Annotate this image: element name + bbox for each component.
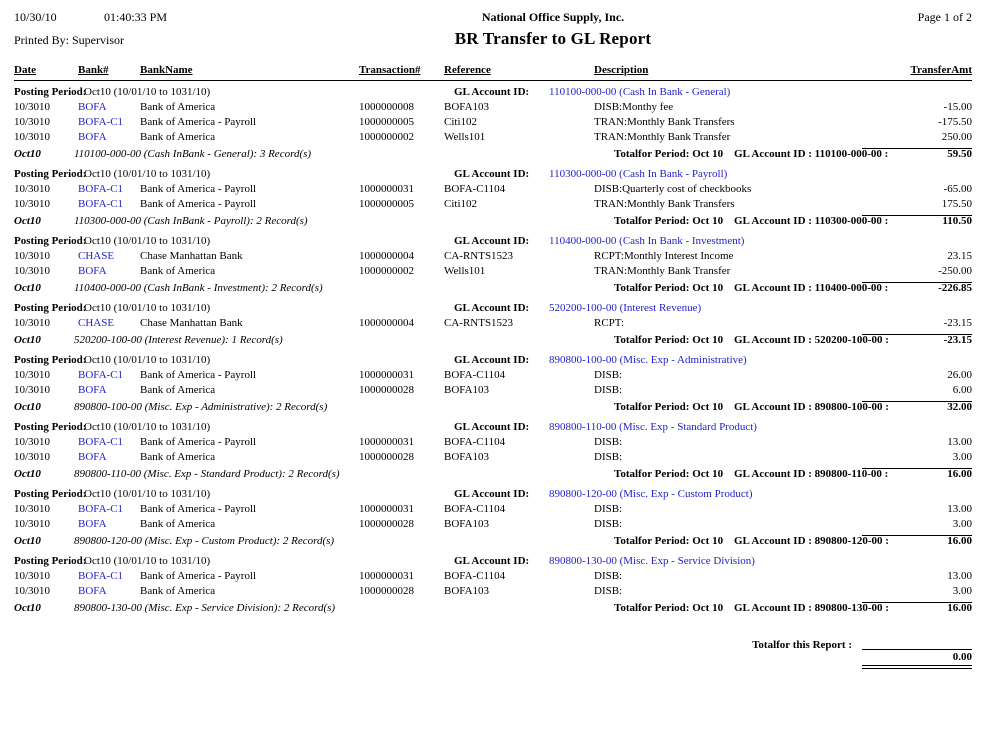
cell-description: DISB:	[594, 436, 623, 448]
cell-date: 10/3010	[14, 198, 51, 210]
cell-description: DISB:	[594, 384, 623, 396]
cell-bankname: Chase Manhattan Bank	[140, 250, 243, 262]
cell-amount: -175.50	[938, 116, 972, 128]
cell-date: 10/3010	[14, 503, 51, 515]
cell-bank-link[interactable]: BOFA-C1	[78, 436, 124, 448]
cell-bank-link[interactable]: BOFA	[78, 131, 107, 143]
cell-bankname: Bank of America	[140, 518, 216, 530]
gl-account-label: GL Account ID:	[454, 488, 530, 500]
cell-amount: 3.00	[952, 451, 972, 463]
subtotal-period-label: Totalfor Period: Oct 10	[614, 148, 724, 160]
cell-bankname: Bank of America - Payroll	[140, 436, 257, 448]
subtotal-period: Oct10	[14, 215, 41, 227]
cell-bank-link[interactable]: BOFA	[78, 384, 107, 396]
table-row	[14, 131, 972, 146]
subtotal-amount: 16.00	[947, 602, 972, 614]
cell-amount: -65.00	[943, 183, 972, 195]
subtotal-amount: 16.00	[947, 535, 972, 547]
cell-description: TRAN:Monthly Bank Transfer	[594, 265, 731, 277]
subtotal-row	[14, 148, 972, 163]
posting-period-label: Posting Period:	[14, 86, 87, 98]
table-row	[14, 250, 972, 265]
posting-period-label: Posting Period:	[14, 555, 87, 567]
column-header-date: Date	[14, 64, 36, 76]
posting-period-row	[14, 421, 972, 436]
cell-bank-link[interactable]: BOFA-C1	[78, 503, 124, 515]
report-time: 01:40:33 PM	[104, 10, 168, 24]
report-body	[14, 86, 972, 617]
cell-date: 10/3010	[14, 265, 51, 277]
cell-date: 10/3010	[14, 317, 51, 329]
cell-date: 10/3010	[14, 116, 51, 128]
subtotal-gl-label: GL Account ID : 110400-000-00 :	[734, 282, 889, 294]
subtotal-period: Oct10	[14, 148, 41, 160]
cell-transaction: 1000000028	[359, 585, 414, 597]
report-date: 10/30/10	[14, 10, 57, 24]
posting-period-row	[14, 235, 972, 250]
table-row	[14, 451, 972, 466]
subtotal-period-label: Totalfor Period: Oct 10	[614, 282, 724, 294]
account-group	[14, 235, 972, 297]
cell-description: TRAN:Monthly Bank Transfers	[594, 198, 735, 210]
subtotal-amount: -226.85	[938, 282, 972, 294]
cell-description: DISB:Monthy fee	[594, 101, 674, 113]
posting-period-value: Oct10 (10/01/10 to 1031/10)	[84, 235, 211, 247]
subtotal-row	[14, 282, 972, 297]
table-row	[14, 198, 972, 213]
subtotal-gl-label: GL Account ID : 890800-130-00 :	[734, 602, 889, 614]
table-row	[14, 317, 972, 332]
cell-bankname: Bank of America	[140, 585, 216, 597]
column-header-amount: TransferAmt	[910, 64, 972, 76]
cell-reference: BOFA-C1104	[444, 503, 506, 515]
cell-description: DISB:Quarterly cost of checkbooks	[594, 183, 752, 195]
subtotal-period: Oct10	[14, 282, 41, 294]
report-total-block	[14, 639, 972, 669]
posting-period-value: Oct10 (10/01/10 to 1031/10)	[84, 421, 211, 433]
cell-amount: -23.15	[943, 317, 972, 329]
report-total-value: 0.00	[952, 651, 972, 663]
subtotal-amount: 32.00	[947, 401, 972, 413]
gl-account-link[interactable]: 890800-120-00 (Misc. Exp - Custom Product)	[549, 488, 753, 500]
subtotal-period: Oct10	[14, 602, 41, 614]
gl-account-link[interactable]: 890800-110-00 (Misc. Exp - Standard Product)	[549, 421, 757, 433]
posting-period-label: Posting Period:	[14, 302, 87, 314]
cell-transaction: 1000000028	[359, 384, 414, 396]
cell-bank-link[interactable]: BOFA	[78, 451, 107, 463]
posting-period-label: Posting Period:	[14, 354, 87, 366]
subtotal-period-label: Totalfor Period: Oct 10	[614, 468, 724, 480]
gl-account-label: GL Account ID:	[454, 86, 530, 98]
column-header-description: Description	[594, 64, 649, 76]
gl-account-label: GL Account ID:	[454, 555, 530, 567]
cell-date: 10/3010	[14, 101, 51, 113]
cell-amount: 26.00	[947, 369, 972, 381]
posting-period-label: Posting Period:	[14, 488, 87, 500]
subtotal-row	[14, 602, 972, 617]
table-row	[14, 101, 972, 116]
subtotal-period-label: Totalfor Period: Oct 10	[614, 334, 724, 346]
cell-reference: Wells101	[444, 131, 486, 143]
column-header-bankname: BankName	[140, 64, 193, 76]
cell-reference: BOFA-C1104	[444, 369, 506, 381]
posting-period-row	[14, 168, 972, 183]
cell-date: 10/3010	[14, 451, 51, 463]
cell-description: DISB:	[594, 570, 623, 582]
cell-amount: 175.50	[941, 198, 972, 210]
column-header-row	[14, 64, 972, 79]
account-group	[14, 555, 972, 617]
report-total-rule-bottom	[862, 668, 972, 669]
account-group	[14, 302, 972, 349]
cell-transaction: 1000000004	[359, 250, 414, 262]
table-row	[14, 116, 972, 131]
cell-date: 10/3010	[14, 518, 51, 530]
subtotal-amount: 110.50	[942, 215, 972, 227]
subtotal-period-label: Totalfor Period: Oct 10	[614, 401, 724, 413]
cell-reference: CA-RNTS1523	[444, 317, 514, 329]
subtotal-description: 890800-120-00 (Misc. Exp - Custom Product): 2 Record(s)	[74, 535, 335, 547]
posting-period-row	[14, 555, 972, 570]
posting-period-value: Oct10 (10/01/10 to 1031/10)	[84, 168, 211, 180]
cell-bankname: Bank of America - Payroll	[140, 183, 257, 195]
table-row	[14, 570, 972, 585]
column-header-bank: Bank#	[78, 64, 109, 76]
posting-period-value: Oct10 (10/01/10 to 1031/10)	[84, 555, 211, 567]
subtotal-period-label: Totalfor Period: Oct 10	[614, 535, 724, 547]
subtotal-description: 110300-000-00 (Cash InBank - Payroll): 2 Record(s)	[74, 215, 308, 227]
subtotal-row	[14, 468, 972, 483]
cell-transaction: 1000000028	[359, 451, 414, 463]
cell-date: 10/3010	[14, 384, 51, 396]
subtotal-gl-label: GL Account ID : 110100-000-00 :	[734, 148, 889, 160]
cell-amount: 13.00	[947, 503, 972, 515]
subtotal-gl-label: GL Account ID : 520200-100-00 :	[734, 334, 889, 346]
account-group	[14, 86, 972, 163]
cell-reference: BOFA103	[444, 518, 490, 530]
column-header-reference: Reference	[444, 64, 491, 76]
cell-date: 10/3010	[14, 183, 51, 195]
subtotal-row	[14, 215, 972, 230]
cell-bank-link[interactable]: BOFA	[78, 265, 107, 277]
cell-reference: BOFA-C1104	[444, 183, 506, 195]
cell-transaction: 1000000031	[359, 503, 414, 515]
printed-by: Printed By: Supervisor	[14, 33, 124, 47]
cell-transaction: 1000000002	[359, 265, 414, 277]
report-total-rule-mid	[862, 665, 972, 666]
cell-bankname: Bank of America - Payroll	[140, 116, 257, 128]
subtotal-amount: 59.50	[947, 148, 972, 160]
cell-transaction: 1000000005	[359, 116, 414, 128]
cell-transaction: 1000000031	[359, 570, 414, 582]
account-group	[14, 488, 972, 550]
cell-bank-link[interactable]: CHASE	[78, 250, 115, 262]
cell-reference: BOFA-C1104	[444, 570, 506, 582]
subtotal-period-label: Totalfor Period: Oct 10	[614, 602, 724, 614]
posting-period-row	[14, 354, 972, 369]
cell-date: 10/3010	[14, 436, 51, 448]
cell-bankname: Bank of America - Payroll	[140, 503, 257, 515]
cell-description: RCPT:	[594, 317, 625, 329]
gl-account-label: GL Account ID:	[454, 235, 530, 247]
table-row	[14, 183, 972, 198]
gl-account-link[interactable]: 110300-000-00 (Cash In Bank - Payroll)	[549, 168, 728, 180]
cell-amount: 250.00	[941, 131, 972, 143]
cell-reference: CA-RNTS1523	[444, 250, 514, 262]
cell-reference: BOFA-C1104	[444, 436, 506, 448]
cell-bankname: Bank of America	[140, 101, 216, 113]
cell-reference: Citi102	[444, 116, 478, 128]
subtotal-period: Oct10	[14, 468, 41, 480]
cell-amount: -250.00	[938, 265, 972, 277]
gl-account-link[interactable]: 110100-000-00 (Cash In Bank - General)	[549, 86, 731, 98]
cell-reference: BOFA103	[444, 451, 490, 463]
cell-bankname: Chase Manhattan Bank	[140, 317, 243, 329]
company-name: National Office Supply, Inc.	[481, 10, 625, 24]
posting-period-value: Oct10 (10/01/10 to 1031/10)	[84, 488, 211, 500]
subtotal-amount: -23.15	[943, 334, 972, 346]
posting-period-label: Posting Period:	[14, 235, 87, 247]
subtotal-description: 110400-000-00 (Cash InBank - Investment): 2 Record(s)	[74, 282, 323, 294]
cell-reference: BOFA103	[444, 101, 490, 113]
cell-bankname: Bank of America	[140, 384, 216, 396]
account-group	[14, 421, 972, 483]
subtotal-row	[14, 334, 972, 349]
cell-bankname: Bank of America - Payroll	[140, 570, 257, 582]
posting-period-value: Oct10 (10/01/10 to 1031/10)	[84, 302, 211, 314]
subtotal-gl-label: GL Account ID : 110300-000-00 :	[734, 215, 889, 227]
cell-transaction: 1000000031	[359, 369, 414, 381]
table-row	[14, 265, 972, 280]
cell-amount: 13.00	[947, 436, 972, 448]
subtotal-row	[14, 401, 972, 416]
report-total-rule-top	[862, 649, 972, 650]
cell-transaction: 1000000002	[359, 131, 414, 143]
cell-bank-link[interactable]: BOFA	[78, 585, 107, 597]
cell-reference: Wells101	[444, 265, 486, 277]
gl-account-link[interactable]: 890800-100-00 (Misc. Exp - Administrative)	[549, 354, 747, 366]
cell-bank-link[interactable]: BOFA-C1	[78, 570, 124, 582]
cell-date: 10/3010	[14, 585, 51, 597]
cell-transaction: 1000000005	[359, 198, 414, 210]
cell-transaction: 1000000004	[359, 317, 414, 329]
cell-date: 10/3010	[14, 250, 51, 262]
cell-transaction: 1000000031	[359, 436, 414, 448]
cell-amount: -15.00	[943, 101, 972, 113]
cell-description: DISB:	[594, 518, 623, 530]
table-row	[14, 369, 972, 384]
posting-period-label: Posting Period:	[14, 421, 87, 433]
report-header	[0, 0, 986, 56]
cell-amount: 6.00	[952, 384, 972, 396]
cell-bankname: Bank of America - Payroll	[140, 369, 257, 381]
cell-amount: 13.00	[947, 570, 972, 582]
table-row	[14, 503, 972, 518]
cell-bank-link[interactable]: CHASE	[78, 317, 115, 329]
gl-account-link[interactable]: 890800-130-00 (Misc. Exp - Service Division)	[549, 555, 755, 567]
cell-date: 10/3010	[14, 570, 51, 582]
header-row-top	[14, 10, 972, 25]
gl-account-label: GL Account ID:	[454, 421, 530, 433]
posting-period-row	[14, 302, 972, 317]
cell-reference: BOFA103	[444, 585, 490, 597]
cell-bank-link[interactable]: BOFA-C1	[78, 369, 124, 381]
posting-period-row	[14, 488, 972, 503]
gl-account-link[interactable]: 110400-000-00 (Cash In Bank - Investment)	[549, 235, 745, 247]
gl-account-label: GL Account ID:	[454, 168, 530, 180]
report-total-label: Totalfor this Report :	[752, 639, 852, 651]
posting-period-value: Oct10 (10/01/10 to 1031/10)	[84, 86, 211, 98]
gl-account-link[interactable]: 520200-100-00 (Interest Revenue)	[549, 302, 702, 314]
cell-date: 10/3010	[14, 131, 51, 143]
subtotal-period: Oct10	[14, 334, 41, 346]
subtotal-description: 520200-100-00 (Interest Revenue): 1 Record(s)	[74, 334, 283, 346]
cell-date: 10/3010	[14, 369, 51, 381]
subtotal-period: Oct10	[14, 401, 41, 413]
cell-description: DISB:	[594, 369, 623, 381]
cell-description: DISB:	[594, 451, 623, 463]
subtotal-gl-label: GL Account ID : 890800-110-00 :	[734, 468, 889, 480]
cell-bankname: Bank of America - Payroll	[140, 198, 257, 210]
cell-description: RCPT:Monthly Interest Income	[594, 250, 734, 262]
posting-period-value: Oct10 (10/01/10 to 1031/10)	[84, 354, 211, 366]
account-group	[14, 168, 972, 230]
subtotal-description: 890800-110-00 (Misc. Exp - Standard Product): 2 Record(s)	[74, 468, 340, 480]
table-row	[14, 384, 972, 399]
cell-description: DISB:	[594, 503, 623, 515]
cell-amount: 23.15	[947, 250, 972, 262]
subtotal-period: Oct10	[14, 535, 41, 547]
cell-description: DISB:	[594, 585, 623, 597]
cell-transaction: 1000000031	[359, 183, 414, 195]
header-row-bottom	[14, 29, 972, 49]
cell-description: TRAN:Monthly Bank Transfer	[594, 131, 731, 143]
posting-period-row	[14, 86, 972, 101]
cell-transaction: 1000000008	[359, 101, 414, 113]
cell-bankname: Bank of America	[140, 131, 216, 143]
cell-bank-link[interactable]: BOFA-C1	[78, 183, 124, 195]
table-row	[14, 436, 972, 451]
subtotal-row	[14, 535, 972, 550]
cell-bank-link[interactable]: BOFA-C1	[78, 116, 124, 128]
subtotal-gl-label: GL Account ID : 890800-100-00 :	[734, 401, 889, 413]
cell-description: TRAN:Monthly Bank Transfers	[594, 116, 735, 128]
subtotal-amount: 16.00	[947, 468, 972, 480]
page-number: Page 1 of 2	[917, 10, 972, 24]
posting-period-label: Posting Period:	[14, 168, 87, 180]
subtotal-period-label: Totalfor Period: Oct 10	[614, 215, 724, 227]
table-row	[14, 585, 972, 600]
subtotal-description: 890800-130-00 (Misc. Exp - Service Division): 2 Record(s)	[74, 602, 336, 614]
header-divider	[14, 80, 972, 81]
column-header-transaction: Transaction#	[359, 64, 421, 76]
cell-reference: Citi102	[444, 198, 478, 210]
account-group	[14, 354, 972, 416]
cell-transaction: 1000000028	[359, 518, 414, 530]
subtotal-description: 890800-100-00 (Misc. Exp - Administrative): 2 Record(s)	[74, 401, 328, 413]
subtotal-gl-label: GL Account ID : 890800-120-00 :	[734, 535, 889, 547]
table-row	[14, 518, 972, 533]
cell-bank-link[interactable]: BOFA	[78, 101, 107, 113]
cell-bank-link[interactable]: BOFA	[78, 518, 107, 530]
cell-amount: 3.00	[952, 585, 972, 597]
cell-amount: 3.00	[952, 518, 972, 530]
gl-account-label: GL Account ID:	[454, 354, 530, 366]
cell-bankname: Bank of America	[140, 265, 216, 277]
cell-reference: BOFA103	[444, 384, 490, 396]
page-title: BR Transfer to GL Report	[454, 29, 652, 48]
gl-account-label: GL Account ID:	[454, 302, 530, 314]
cell-bankname: Bank of America	[140, 451, 216, 463]
cell-bank-link[interactable]: BOFA-C1	[78, 198, 124, 210]
subtotal-description: 110100-000-00 (Cash InBank - General): 3 Record(s)	[74, 148, 312, 160]
